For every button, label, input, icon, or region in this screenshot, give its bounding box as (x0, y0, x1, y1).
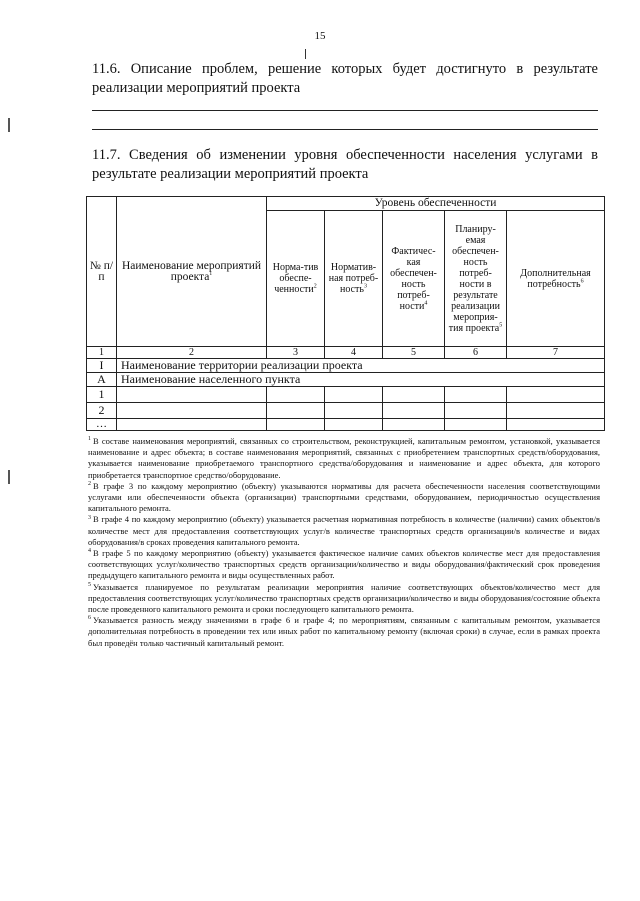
row-number: 1 (87, 387, 117, 403)
column-number: 1 (87, 347, 117, 359)
margin-mark (8, 470, 10, 484)
heading-line: 11.7. Сведения об изменении уровня обеспеченности населения услугами в (92, 147, 598, 163)
header-additional-need: Дополнительная потребность$^6$ (507, 211, 605, 347)
header-planned-provision: Планиру-емая обеспечен-ность потреб-ности в результате реализации мероприя-тия проекта$^5$ (445, 211, 507, 347)
table-cell (507, 419, 605, 431)
table-cell (383, 403, 445, 419)
fill-in-line (92, 110, 598, 111)
table-cell (325, 419, 383, 431)
header-normative-need: Норматив-ная потреб-ность$^3$ (325, 211, 383, 347)
table-cell (117, 387, 267, 403)
footnote: $^4$ В графе 5 по каждому мероприятию (объекту) указывается фактическое наличие самих объектов количестве мест для предоставления соответствующих услуг/количество транспортных средств организации/количество и виды оборудования/фактический срок проведения предыдущего капитального ремонта и виды осуществленных работ. (88, 548, 600, 581)
column-number: 6 (445, 347, 507, 359)
table-cell (445, 419, 507, 431)
territory-row (87, 359, 605, 373)
section-11-7-heading (92, 146, 598, 184)
table-cell (383, 419, 445, 431)
column-number: 2 (117, 347, 267, 359)
column-number: 5 (383, 347, 445, 359)
table-cell (267, 419, 325, 431)
table-cell (445, 403, 507, 419)
settlement-name: Наименование населенного пункта (117, 373, 605, 387)
table-cell (507, 403, 605, 419)
table-cell (445, 387, 507, 403)
header-actual-provision: Фактичес-кая обеспечен-ность потреб-ности$^4$ (383, 211, 445, 347)
margin-mark (8, 118, 10, 132)
header-num: № п/п (87, 197, 117, 347)
row-number: … (87, 419, 117, 431)
column-number: 4 (325, 347, 383, 359)
header-name: Наименование мероприятий проекта$^1$ (117, 197, 267, 347)
heading-line: результате реализации мероприятий проекта (92, 166, 369, 182)
footnote: $^2$ В графе 3 по каждому мероприятию (объекту) указываются нормативы для расчета обеспеченности населения соответствующими услугами или обеспеченности объекта (организации) транспортными средствами, оборудованием, периодичностью осуществления капитального ремонта. (88, 480, 600, 514)
edit-caret-mark (305, 49, 306, 59)
footnote: $^3$ В графе 4 по каждому мероприятию (объекту) указывается расчетная нормативная потребность в количестве (наличии) самих объектов/в количестве мест для предоставления соответствующих услуг/в количестве транспортных средств организации/в количестве и видах оборудования/в сроках проведения капитального ремонта. (88, 514, 600, 547)
row-number: 2 (87, 403, 117, 419)
column-number: 7 (507, 347, 605, 359)
fill-in-line (92, 129, 598, 130)
footnotes (88, 436, 600, 649)
table-cell (325, 387, 383, 403)
column-number: 3 (267, 347, 325, 359)
footnote: $^1$ В составе наименования мероприятий, связанных со строительством, реконструкцией, капитальным ремонтом, установкой, указывается наименование и адрес объекта; в составе наименования мероприятий, связанных с приобретением транспортных средств/оборудования, указывается наименование приобретаемого транспортного средства/оборудования и наименование и адрес объекта, для которого приобретается транспортное средство/оборудование. (88, 436, 600, 480)
settlement-row (87, 373, 605, 387)
header-norm: Норма-тив обеспе-ченности$^2$ (267, 211, 325, 347)
page-number: 15 (314, 30, 326, 42)
table-cell (267, 403, 325, 419)
table-cell (507, 387, 605, 403)
table-cell (383, 387, 445, 403)
row-number: I (87, 359, 117, 373)
table-row (87, 387, 605, 403)
heading-line: 11.6. Описание проблем, решение которых будет достигнуто в результате (92, 61, 598, 77)
footnote: $^6$ Указывается разность между значениями в графе 6 и графе 4; по мероприятиям, связанным с капитальным ремонтом, указывается дополнительная потребность в проведении тех или иных работ по капитальному ремонту (включая сроки) в случае, если в рамках проекта был проведён только частичный капитальный ремонт. (88, 615, 600, 648)
table-row (87, 403, 605, 419)
section-11-6-heading (92, 60, 598, 98)
header-provision-level: Уровень обеспеченности (267, 197, 605, 211)
table-cell (117, 403, 267, 419)
table-cell (117, 419, 267, 431)
heading-line: реализации мероприятий проекта (92, 80, 301, 96)
footnote: $^5$ Указывается планируемое по результатам реализации мероприятия наличие соответствующих объектов/количество мест для предоставления соответствующих услуг/количество транспортных средств организации/количество и виды оборудования/состояние объекта после проведенного капитального ремонта и сроки последующего капитального ремонта. (88, 581, 600, 615)
table-row (87, 419, 605, 431)
row-number: А (87, 373, 117, 387)
table-cell (267, 387, 325, 403)
column-number-row (87, 347, 605, 359)
territory-name: Наименование территории реализации проекта (117, 359, 605, 373)
table-cell (325, 403, 383, 419)
provision-level-table (86, 196, 605, 431)
